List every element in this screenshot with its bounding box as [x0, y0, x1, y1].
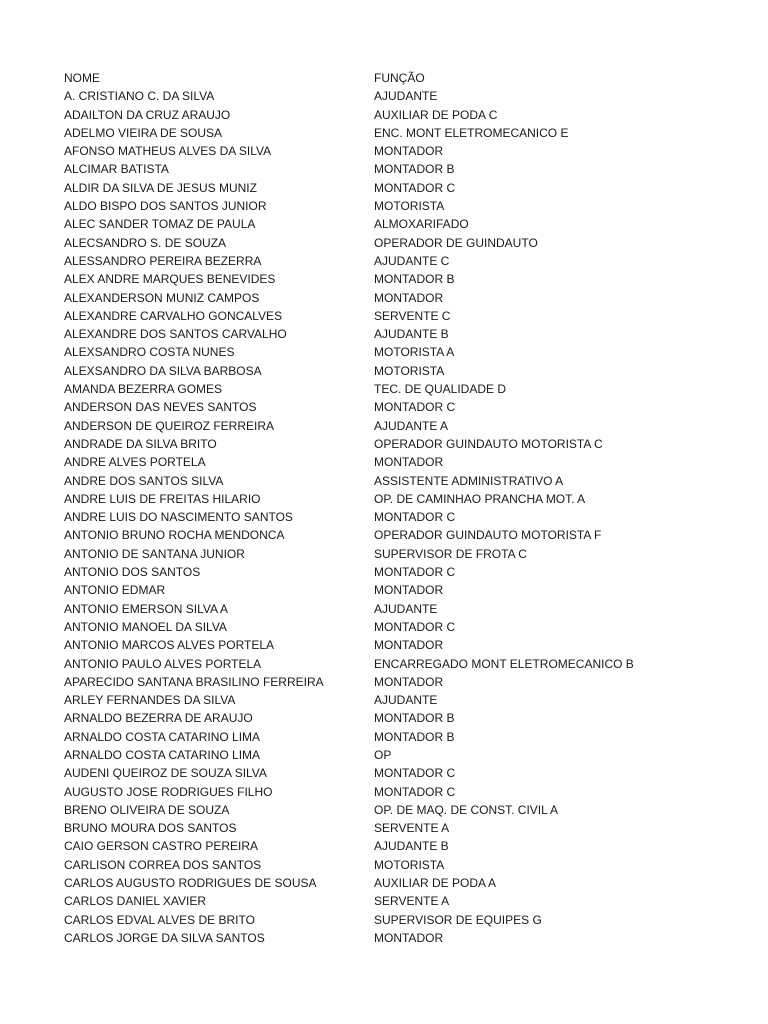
employee-role-cell: AJUDANTE [374, 601, 438, 616]
employee-name-cell: ARNALDO COSTA CATARINO LIMA [64, 729, 261, 744]
table-row [64, 417, 744, 435]
employee-role-cell: SUPERVISOR DE EQUIPES G [374, 912, 542, 927]
employee-role-cell: MOTORISTA A [374, 345, 455, 360]
employee-role-cell: MONTADOR C [374, 510, 456, 525]
table-row [64, 673, 744, 691]
employee-name-cell: ANDRE LUIS DO NASCIMENTO SANTOS [64, 510, 293, 525]
table-body [64, 87, 744, 947]
table-row [64, 106, 744, 124]
table-row [64, 636, 744, 654]
employee-role-cell: OPERADOR GUINDAUTO MOTORISTA F [374, 528, 602, 543]
table-row [64, 655, 744, 673]
employee-name-cell: ALEXSANDRO COSTA NUNES [64, 345, 235, 360]
table-row [64, 691, 744, 709]
employee-role-cell: MONTADOR C [374, 784, 456, 799]
employee-name-cell: CARLOS EDVAL ALVES DE BRITO [64, 912, 255, 927]
table-row [64, 892, 744, 910]
employee-name-cell: ALEX ANDRE MARQUES BENEVIDES [64, 272, 276, 287]
employee-name-cell: ALESSANDRO PEREIRA BEZERRA [64, 253, 262, 268]
employee-role-cell: ASSISTENTE ADMINISTRATIVO A [374, 473, 564, 488]
table-row [64, 911, 744, 929]
employee-name-cell: APARECIDO SANTANA BRASILINO FERREIRA [64, 674, 324, 689]
employee-role-cell: SUPERVISOR DE FROTA C [374, 546, 527, 561]
employee-role-cell: OP. DE CAMINHAO PRANCHA MOT. A [374, 491, 586, 506]
employee-role-cell: MONTADOR C [374, 619, 456, 634]
table-row [64, 160, 744, 178]
employee-role-cell: MONTADOR C [374, 180, 456, 195]
table-row [64, 856, 744, 874]
employee-role-cell: ENCARREGADO MONT ELETROMECANICO B [374, 656, 634, 671]
column-header-name: NOME [64, 71, 100, 85]
table-row [64, 764, 744, 782]
table-row [64, 197, 744, 215]
employee-name-cell: ANTONIO EMERSON SILVA A [64, 601, 229, 616]
table-row [64, 801, 744, 819]
table-header-row [64, 69, 744, 87]
employee-role-cell: OPERADOR DE GUINDAUTO [374, 235, 538, 250]
employee-name-cell: A. CRISTIANO C. DA SILVA [64, 89, 215, 104]
table-row [64, 307, 744, 325]
employee-role-cell: ENC. MONT ELETROMECANICO E [374, 125, 569, 140]
table-row [64, 87, 744, 105]
table-row [64, 929, 744, 947]
table-row [64, 472, 744, 490]
employee-name-cell: CARLOS AUGUSTO RODRIGUES DE SOUSA [64, 876, 317, 891]
employee-role-cell: AJUDANTE B [374, 327, 449, 342]
table-row [64, 453, 744, 471]
employee-name-cell: ANDERSON DE QUEIROZ FERREIRA [64, 418, 275, 433]
employee-role-cell: OPERADOR GUINDAUTO MOTORISTA C [374, 436, 603, 451]
employee-role-cell: AUXILIAR DE PODA C [374, 107, 498, 122]
employee-role-cell: AJUDANTE [374, 693, 438, 708]
employee-role-cell: MONTADOR [374, 455, 444, 470]
employee-role-cell: OP [374, 747, 392, 762]
employee-role-cell: MOTORISTA [374, 363, 445, 378]
employee-name-cell: ADAILTON DA CRUZ ARAUJO [64, 107, 231, 122]
column-header-role: FUNÇÃO [374, 71, 425, 85]
employee-role-cell: MONTADOR C [374, 766, 456, 781]
table-row [64, 600, 744, 618]
employee-role-cell: SERVENTE C [374, 308, 451, 323]
table-row [64, 508, 744, 526]
employee-role-cell: MONTADOR [374, 930, 444, 945]
table-row [64, 179, 744, 197]
employee-name-cell: ALEXSANDRO DA SILVA BARBOSA [64, 363, 262, 378]
employee-name-cell: AFONSO MATHEUS ALVES DA SILVA [64, 144, 272, 159]
employee-role-cell: MONTADOR C [374, 565, 456, 580]
employee-name-cell: BRENO OLIVEIRA DE SOUZA [64, 802, 230, 817]
employee-name-cell: ANTONIO EDMAR [64, 583, 166, 598]
employee-name-cell: ALECSANDRO S. DE SOUZA [64, 235, 227, 250]
employee-name-cell: ARNALDO COSTA CATARINO LIMA [64, 747, 261, 762]
employee-role-cell: OP. DE MAQ. DE CONST. CIVIL A [374, 802, 559, 817]
employee-name-cell: ANTONIO BRUNO ROCHA MENDONCA [64, 528, 285, 543]
employee-list-page [64, 69, 744, 947]
table-row [64, 783, 744, 801]
employee-role-cell: MONTADOR B [374, 729, 455, 744]
employee-name-cell: ALEXANDRE DOS SANTOS CARVALHO [64, 327, 287, 342]
table-row [64, 581, 744, 599]
table-row [64, 343, 744, 361]
employee-name-cell: ANTONIO DE SANTANA JUNIOR [64, 546, 245, 561]
employee-role-cell: MONTADOR [374, 583, 444, 598]
table-row [64, 526, 744, 544]
table-row [64, 270, 744, 288]
employee-name-cell: ADELMO VIEIRA DE SOUSA [64, 125, 223, 140]
employee-name-cell: ALEXANDRE CARVALHO GONCALVES [64, 308, 283, 323]
employee-role-cell: MONTADOR [374, 144, 444, 159]
employee-name-cell: ANTONIO DOS SANTOS [64, 565, 201, 580]
employee-role-cell: AJUDANTE A [374, 418, 449, 433]
employee-name-cell: ANTONIO MANOEL DA SILVA [64, 619, 227, 634]
employee-role-cell: AJUDANTE [374, 89, 438, 104]
employee-name-cell: ANDRE ALVES PORTELA [64, 455, 206, 470]
table-row [64, 124, 744, 142]
employee-role-cell: SERVENTE A [374, 821, 450, 836]
employee-role-cell: TEC. DE QUALIDADE D [374, 382, 507, 397]
employee-name-cell: CARLOS DANIEL XAVIER [64, 894, 207, 909]
employee-name-cell: ANDRE DOS SANTOS SILVA [64, 473, 224, 488]
employee-name-cell: BRUNO MOURA DOS SANTOS [64, 821, 237, 836]
table-row [64, 545, 744, 563]
table-row [64, 819, 744, 837]
table-row [64, 252, 744, 270]
table-row [64, 618, 744, 636]
employee-name-cell: AUDENI QUEIROZ DE SOUZA SILVA [64, 766, 267, 781]
employee-name-cell: ALEC SANDER TOMAZ DE PAULA [64, 217, 256, 232]
table-row [64, 874, 744, 892]
employee-role-cell: ALMOXARIFADO [374, 217, 469, 232]
employee-name-cell: ALEXANDERSON MUNIZ CAMPOS [64, 290, 260, 305]
employee-name-cell: AUGUSTO JOSE RODRIGUES FILHO [64, 784, 273, 799]
table-row [64, 490, 744, 508]
employee-role-cell: MOTORISTA [374, 199, 445, 214]
employee-role-cell: MONTADOR B [374, 162, 455, 177]
employee-role-cell: MONTADOR [374, 290, 444, 305]
employee-name-cell: ALDIR DA SILVA DE JESUS MUNIZ [64, 180, 257, 195]
employee-role-cell: AJUDANTE B [374, 839, 449, 854]
employee-name-cell: ARLEY FERNANDES DA SILVA [64, 693, 236, 708]
table-row [64, 398, 744, 416]
employee-name-cell: ALDO BISPO DOS SANTOS JUNIOR [64, 199, 267, 214]
table-row [64, 563, 744, 581]
table-row [64, 837, 744, 855]
employee-name-cell: AMANDA BEZERRA GOMES [64, 382, 223, 397]
table-row [64, 325, 744, 343]
table-row [64, 380, 744, 398]
employee-role-cell: MONTADOR C [374, 400, 456, 415]
employee-name-cell: CARLOS JORGE DA SILVA SANTOS [64, 930, 265, 945]
table-row [64, 362, 744, 380]
employee-name-cell: CARLISON CORREA DOS SANTOS [64, 857, 262, 872]
table-row [64, 142, 744, 160]
employee-role-cell: MONTADOR [374, 638, 444, 653]
employee-name-cell: ANDRE LUIS DE FREITAS HILARIO [64, 491, 261, 506]
table-row [64, 746, 744, 764]
table-row [64, 234, 744, 252]
employee-role-cell: AUXILIAR DE PODA A [374, 876, 497, 891]
table-row [64, 215, 744, 233]
employee-name-cell: ANTONIO PAULO ALVES PORTELA [64, 656, 262, 671]
employee-role-cell: AJUDANTE C [374, 253, 450, 268]
employee-role-cell: MOTORISTA [374, 857, 445, 872]
employee-name-cell: ARNALDO BEZERRA DE ARAUJO [64, 711, 253, 726]
employee-role-cell: MONTADOR B [374, 272, 455, 287]
table-row [64, 728, 744, 746]
employee-table [64, 69, 744, 947]
table-row [64, 435, 744, 453]
employee-name-cell: CAIO GERSON CASTRO PEREIRA [64, 839, 259, 854]
employee-role-cell: MONTADOR [374, 674, 444, 689]
employee-role-cell: SERVENTE A [374, 894, 450, 909]
employee-name-cell: ANDERSON DAS NEVES SANTOS [64, 400, 257, 415]
table-row [64, 709, 744, 727]
employee-role-cell: MONTADOR B [374, 711, 455, 726]
employee-name-cell: ALCIMAR BATISTA [64, 162, 169, 177]
employee-name-cell: ANDRADE DA SILVA BRITO [64, 436, 217, 451]
employee-name-cell: ANTONIO MARCOS ALVES PORTELA [64, 638, 275, 653]
table-row [64, 289, 744, 307]
